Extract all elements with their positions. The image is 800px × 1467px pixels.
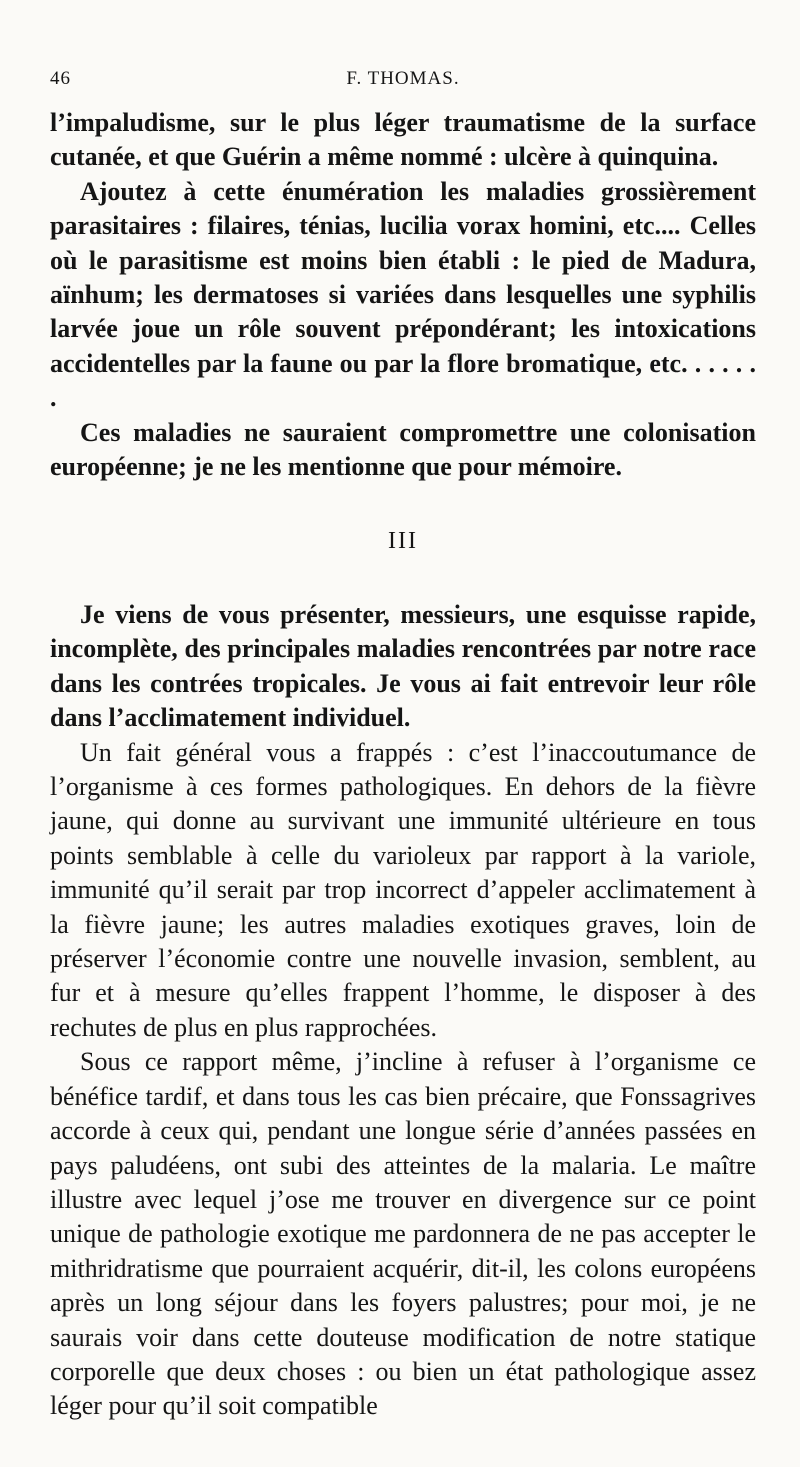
page-header [50, 68, 756, 98]
paragraph: Je viens de vous présenter, messieurs, une esquisse rapide, incomplète, des principales maladies rencontrées par notre race dans les contrées tropicales. Je vous ai fait entrevoir leur rôle dans l’acclimatement individuel. [50, 600, 756, 733]
page-number: 46 [50, 68, 71, 89]
section-heading: III [388, 528, 418, 554]
running-title: F. THOMAS. [346, 68, 460, 89]
paragraph: Ajoutez à cette énumération les maladies grossièrement parasitaires : filaires, ténias, lucilia vorax homini, etc.... Celles où le parasitisme est moins bien établi : le pied de Madura, aïnhum; les dermatoses si variées dans lesquelles une syphilis larvée joue un rôle souvent prépondérant; les intoxications accidentelles par la faune ou par la flore bromatique, etc. . . . . . . [50, 176, 756, 413]
paragraph: l’impaludisme, sur le plus léger traumatisme de la surface cutanée, et que Guérin a même nommé : ulcère à quinquina. [50, 108, 756, 172]
paragraph: Sous ce rapport même, j’incline à refuser à l’organisme ce bénéfice tardif, et dans tous les cas bien précaire, que Fonssagrives accorde à ceux qui, pendant une longue série d’années passées en pays paludéens, ont subi des atteintes de la malaria. Le maître illustre avec lequel j’ose me trouver en divergence sur ce point unique de pathologie exotique me pardonnera de ne pas accepter le mithridratisme que pourraient acquérir, dit-il, les colons européens après un long séjour dans les foyers palustres; pour moi, je ne saurais voir dans cette douteuse modification de notre statique corporelle que deux choses : ou bien un état pathologique assez léger pour qu’il soit compatible [50, 1047, 756, 1421]
section-2-text [50, 598, 756, 1424]
paragraph: Un fait général vous a frappés : c’est l’inaccoutumance de l’organisme à ces formes pathologiques. En dehors de la fièvre jaune, qui donne au survivant une immunité ultérieure en tous points semblable à celle du varioleux par rapport à la variole, immunité qu’il serait par trop incorrect d’appeler acclimatement à la fièvre jaune; les autres maladies exotiques graves, loin de préserver l’économie contre une nouvelle invasion, semblent, au fur et à mesure qu’elles frappent l’homme, le disposer à des rechutes de plus en plus rapprochées. [50, 737, 756, 1042]
section-1-text [50, 106, 756, 484]
paragraph: Ces maladies ne sauraient compromettre une colonisation européenne; je ne les mentionne que pour mémoire. [50, 417, 756, 482]
